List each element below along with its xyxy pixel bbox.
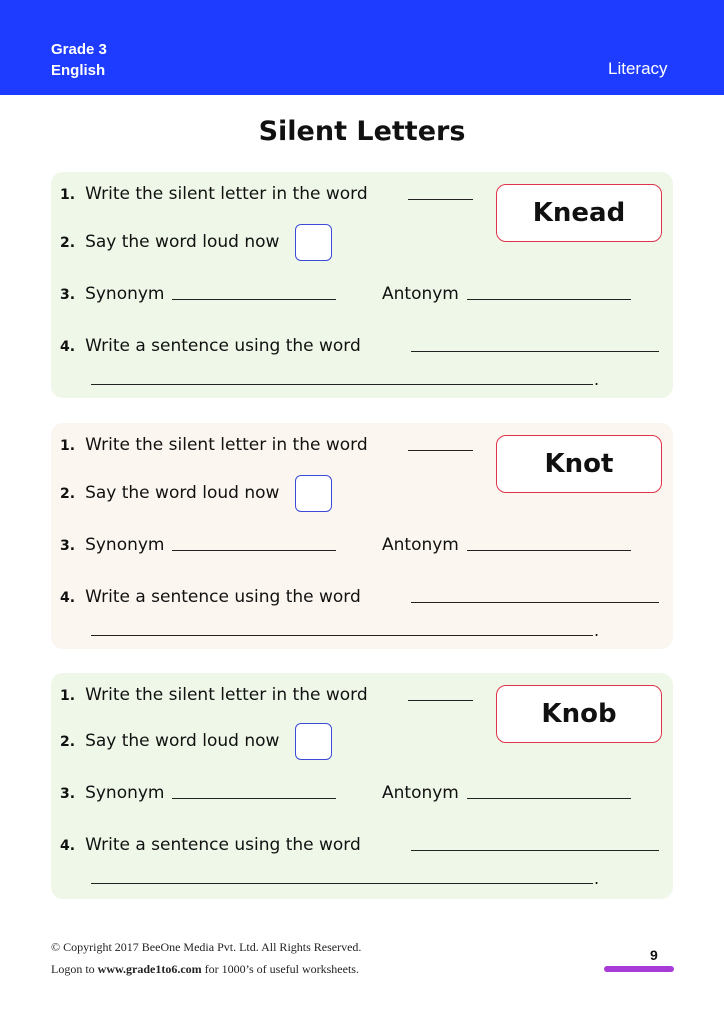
loud-check-box[interactable] xyxy=(295,475,332,512)
question-3: 3. Synonym xyxy=(60,783,165,803)
page-title: Silent Letters xyxy=(258,116,466,147)
logon-text: Logon to www.grade1to6.com for 1000’s of useful worksheets. xyxy=(51,962,359,976)
grade-text: Grade 3 xyxy=(51,41,107,58)
question-2: 2. Say the word loud now xyxy=(60,483,280,503)
question-4: 4. Write a sentence using the word xyxy=(60,835,361,855)
grade-label xyxy=(51,39,107,81)
question-3: 3. Synonym xyxy=(60,535,165,555)
sentence-line-2[interactable] xyxy=(91,384,593,385)
exercise-panel-1 xyxy=(51,172,673,398)
word-card: Knob xyxy=(496,685,662,743)
synonym-line[interactable] xyxy=(172,550,336,551)
question-1: 1. Write the silent letter in the word xyxy=(60,184,368,204)
subject-text: English xyxy=(51,62,106,79)
question-3: 3. Synonym xyxy=(60,284,165,304)
synonym-line[interactable] xyxy=(172,798,336,799)
question-4: 4. Write a sentence using the word xyxy=(60,336,361,356)
question-2: 2. Say the word loud now xyxy=(60,232,280,252)
answer-line-silent-letter[interactable] xyxy=(408,199,473,200)
question-1: 1. Write the silent letter in the word xyxy=(60,685,368,705)
question-1: 1. Write the silent letter in the word xyxy=(60,435,368,455)
sentence-line-1[interactable] xyxy=(411,351,659,352)
sentence-line-1[interactable] xyxy=(411,602,659,603)
sentence-line-2[interactable] xyxy=(91,883,593,884)
antonym-label: Antonym xyxy=(382,783,459,803)
exercise-panel-3 xyxy=(51,673,673,899)
period-mark: . xyxy=(594,869,600,888)
exercise-panel-2 xyxy=(51,423,673,649)
page-header xyxy=(0,0,724,95)
antonym-line[interactable] xyxy=(467,550,631,551)
loud-check-box[interactable] xyxy=(295,224,332,261)
antonym-line[interactable] xyxy=(467,798,631,799)
synonym-line[interactable] xyxy=(172,299,336,300)
category-label: Literacy xyxy=(608,59,668,78)
page-number: 9 xyxy=(650,947,658,963)
site-link[interactable]: www.grade1to6.com xyxy=(97,962,202,976)
word-card: Knot xyxy=(496,435,662,493)
sentence-line-2[interactable] xyxy=(91,635,593,636)
answer-line-silent-letter[interactable] xyxy=(408,450,473,451)
copyright-text: © Copyright 2017 BeeOne Media Pvt. Ltd. All Rights Reserved. xyxy=(51,940,362,954)
sentence-line-1[interactable] xyxy=(411,850,659,851)
antonym-label: Antonym xyxy=(382,535,459,555)
antonym-line[interactable] xyxy=(467,299,631,300)
period-mark: . xyxy=(594,370,600,389)
question-2: 2. Say the word loud now xyxy=(60,731,280,751)
loud-check-box[interactable] xyxy=(295,723,332,760)
period-mark: . xyxy=(594,621,600,640)
question-4: 4. Write a sentence using the word xyxy=(60,587,361,607)
word-card: Knead xyxy=(496,184,662,242)
answer-line-silent-letter[interactable] xyxy=(408,700,473,701)
site-badge xyxy=(604,966,674,972)
antonym-label: Antonym xyxy=(382,284,459,304)
